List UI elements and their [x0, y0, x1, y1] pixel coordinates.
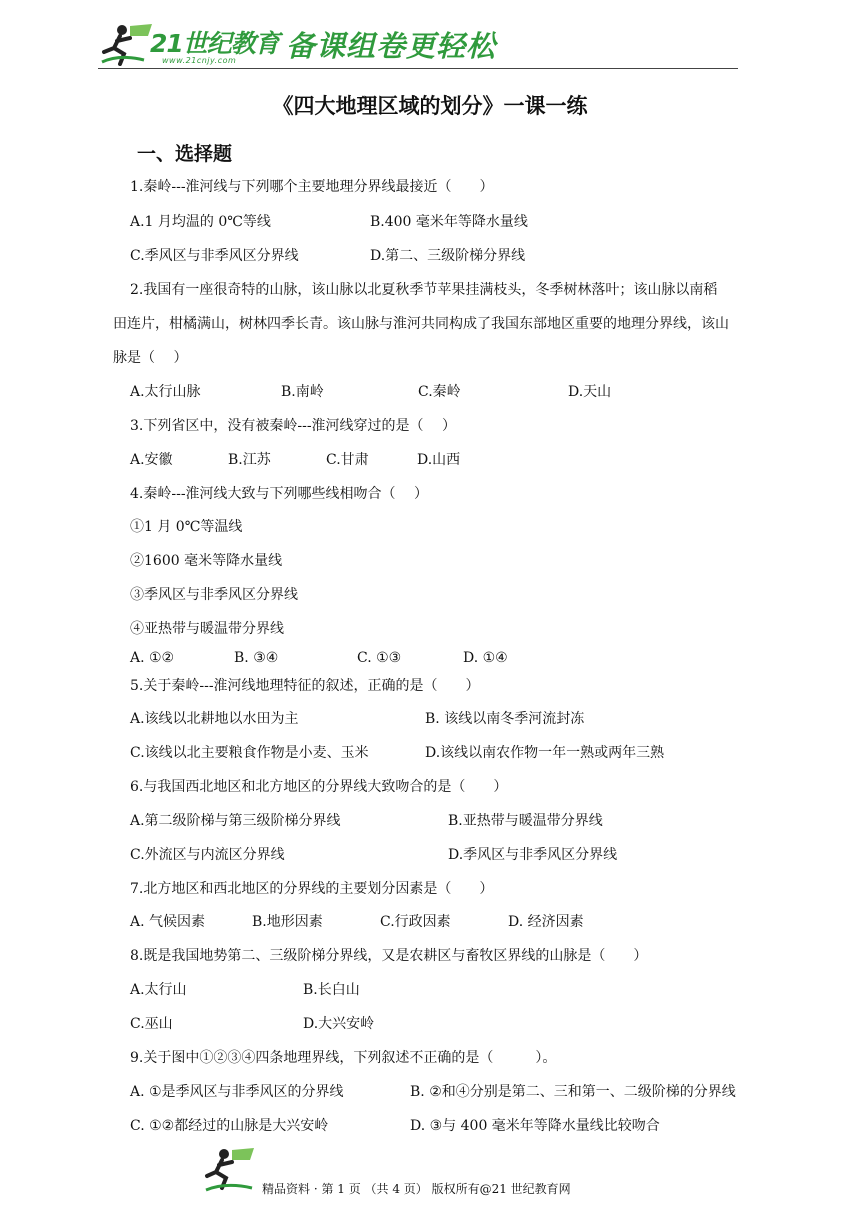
q1-option-a: A.1 月均温的 0℃等线: [130, 214, 271, 230]
q4-option-b: B. ③④: [234, 650, 279, 666]
header-slogan: 备课组卷更轻松: [286, 29, 497, 63]
q5-option-c: C.该线以北主要粮食作物是小麦、玉米: [130, 745, 369, 761]
q6-option-a: A.第二级阶梯与第三级阶梯分界线: [130, 813, 341, 829]
q4-item-3: ③季风区与非季风区分界线: [130, 587, 298, 603]
q6-option-d: D.季风区与非季风区分界线: [448, 847, 618, 863]
q8-option-b: B.长白山: [303, 982, 360, 998]
q8-option-c: C.巫山: [130, 1016, 173, 1032]
q7-option-d: D. 经济因素: [508, 914, 584, 930]
question-2-stem-line2: 田连片，柑橘满山，树林四季长青。该山脉与淮河共同构成了我国东部地区重要的地理分界线，该山: [113, 316, 729, 332]
runner-logo-icon: [100, 22, 154, 66]
q1-option-b: B.400 毫米年等降水量线: [370, 214, 528, 230]
brand-name: 21世纪教育: [150, 29, 279, 58]
q3-option-c: C.甘肃: [326, 452, 369, 468]
q4-option-a: A. ①②: [130, 650, 175, 666]
q8-option-a: A.太行山: [130, 982, 187, 998]
q9-option-b: B. ②和④分别是第二、三和第一、二级阶梯的分界线: [410, 1084, 736, 1100]
question-2-stem-line3: 脉是（ ）: [113, 350, 188, 366]
q1-option-c: C.季风区与非季风区分界线: [130, 248, 299, 264]
section-heading: 一、选择题: [137, 143, 233, 165]
q5-option-d: D.该线以南农作物一年一熟或两年三熟: [425, 745, 665, 761]
q2-option-b: B.南岭: [281, 384, 324, 400]
brand-url: www.21cnjy.com: [162, 56, 237, 65]
question-6-stem: 6.与我国西北地区和北方地区的分界线大致吻合的是（ ）: [130, 779, 508, 795]
q5-option-a: A.该线以北耕地以水田为主: [130, 711, 299, 727]
header-divider: [98, 68, 738, 69]
q8-option-d: D.大兴安岭: [303, 1016, 375, 1032]
q9-option-d: D. ③与 400 毫米年等降水量线比较吻合: [410, 1118, 660, 1134]
q4-item-4: ④亚热带与暖温带分界线: [130, 621, 284, 637]
q4-item-2: ②1600 毫米等降水量线: [130, 553, 283, 569]
q7-option-a: A. 气候因素: [130, 914, 206, 930]
q4-option-d: D. ①④: [463, 650, 508, 666]
question-2-stem-line1: 2.我国有一座很奇特的山脉，该山脉以北夏秋季节苹果挂满枝头，冬季树林落叶；该山脉以南稻: [130, 282, 718, 298]
page-header: [98, 18, 738, 74]
page-footer: [0, 1144, 860, 1216]
question-7-stem: 7.北方地区和西北地区的分界线的主要划分因素是（ ）: [130, 881, 494, 897]
q9-option-c: C. ①②都经过的山脉是大兴安岭: [130, 1118, 329, 1134]
document-title: 《四大地理区域的划分》一课一练: [272, 93, 588, 118]
q5-option-b: B. 该线以南冬季河流封冻: [425, 711, 585, 727]
question-4-stem: 4.秦岭---淮河线大致与下列哪些线相吻合（ ）: [130, 486, 428, 502]
question-3-stem: 3.下列省区中，没有被秦岭---淮河线穿过的是（ ）: [130, 418, 456, 434]
q2-option-d: D.天山: [568, 384, 612, 400]
q7-option-b: B.地形因素: [252, 914, 323, 930]
question-5-stem: 5.关于秦岭---淮河线地理特征的叙述，正确的是（ ）: [130, 678, 480, 694]
question-8-stem: 8.既是我国地势第二、三级阶梯分界线，又是农耕区与畜牧区界线的山脉是（ ）: [130, 948, 648, 964]
runner-logo-icon: [204, 1146, 256, 1194]
q2-option-c: C.秦岭: [418, 384, 461, 400]
q3-option-a: A.安徽: [130, 452, 173, 468]
q6-option-b: B.亚热带与暖温带分界线: [448, 813, 603, 829]
question-9-stem: 9.关于图中①②③④四条地理界线，下列叙述不正确的是（ ）。: [130, 1050, 557, 1066]
q4-item-1: ①1 月 0℃等温线: [130, 519, 243, 535]
q3-option-b: B.江苏: [228, 452, 271, 468]
q9-option-a: A. ①是季风区与非季风区的分界线: [130, 1084, 344, 1100]
q4-option-c: C. ①③: [357, 650, 402, 666]
question-1-stem: 1.秦岭---淮河线与下列哪个主要地理分界线最接近（ ）: [130, 179, 494, 195]
footer-copyright: 精品资料 · 第 1 页 （共 4 页） 版权所有@21 世纪教育网: [262, 1182, 571, 1196]
q2-option-a: A.太行山脉: [130, 384, 201, 400]
q7-option-c: C.行政因素: [380, 914, 451, 930]
q6-option-c: C.外流区与内流区分界线: [130, 847, 285, 863]
q1-option-d: D.第二、三级阶梯分界线: [370, 248, 526, 264]
q3-option-d: D.山西: [417, 452, 461, 468]
